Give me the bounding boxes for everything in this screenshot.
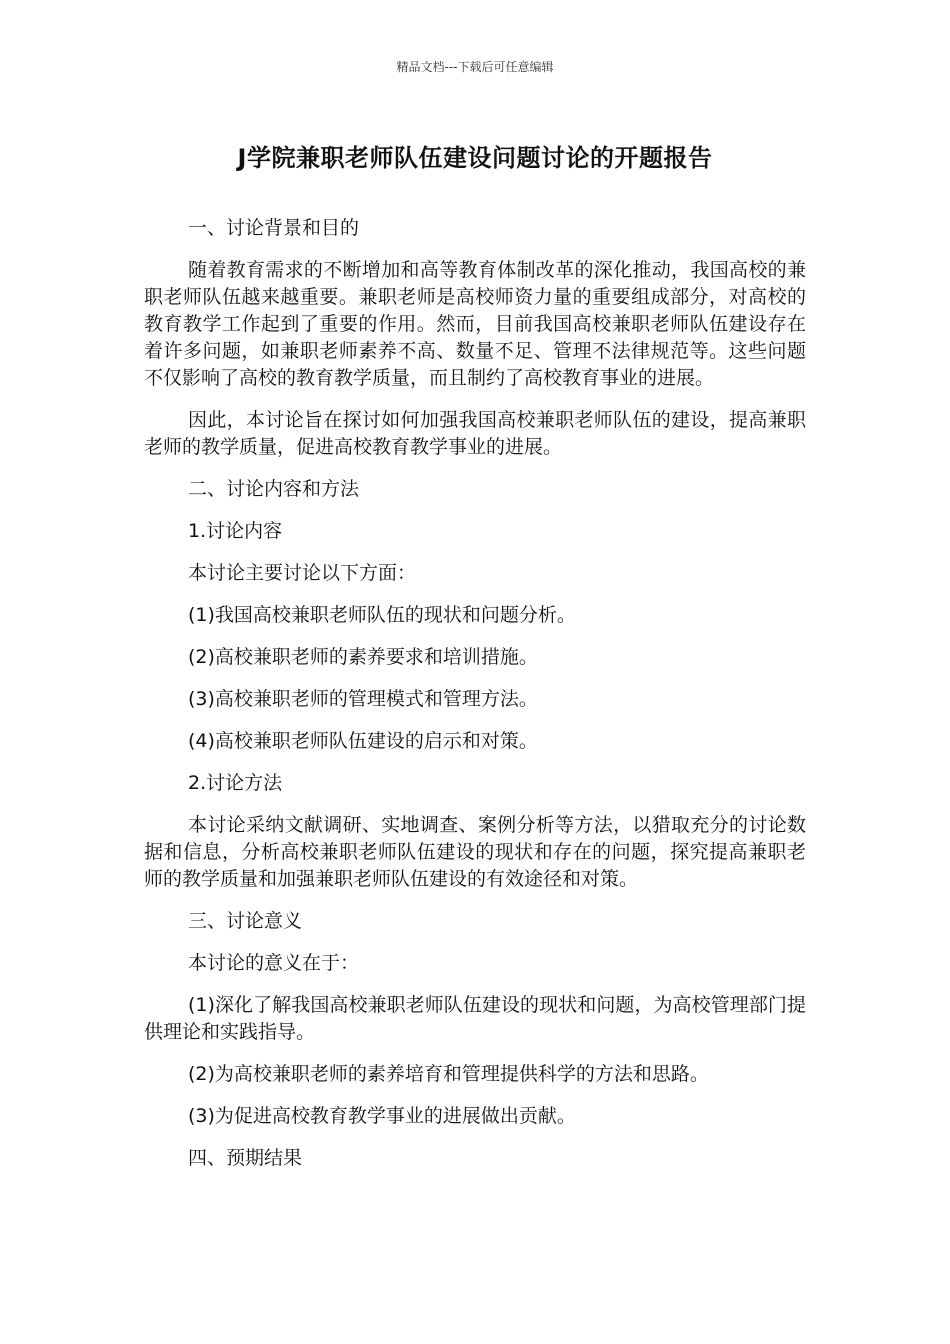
document-body [144, 215, 806, 1187]
page-header: 精品文档---下载后可任意编辑 [396, 60, 554, 74]
paragraph-method: 本讨论采纳文献调研、实地调查、案例分析等方法，以猎取充分的讨论数据和信息，分析高校兼职老师队伍建设的现状和存在的问题，探究提高兼职老师的教学质量和加强兼职老师队伍建设的有效途径和对策。 [144, 814, 806, 890]
section-heading-expected-results: 四、预期结果 [188, 1147, 303, 1169]
list-item-significance-3: (3)为促进高校教育教学事业的进展做出贡献。 [188, 1105, 576, 1127]
section-heading-content-method: 二、讨论内容和方法 [188, 478, 360, 500]
section-heading-background: 一、讨论背景和目的 [188, 217, 360, 239]
list-item-significance-1: (1)深化了解我国高校兼职老师队伍建设的现状和问题，为高校管理部门提供理论和实践指导。 [144, 994, 806, 1043]
list-item-significance-2: (2)为高校兼职老师的素养培育和管理提供科学的方法和思路。 [188, 1063, 709, 1085]
paragraph-significance-intro: 本讨论的意义在于： [188, 952, 360, 974]
paragraph-content-intro: 本讨论主要讨论以下方面： [188, 562, 417, 584]
list-item-content-2: (2)高校兼职老师的素养要求和培训措施。 [188, 646, 538, 668]
subheading-content: 1.讨论内容 [188, 520, 283, 542]
section-heading-significance: 三、讨论意义 [188, 910, 303, 932]
list-item-content-3: (3)高校兼职老师的管理模式和管理方法。 [188, 688, 538, 710]
list-item-content-4: (4)高校兼职老师队伍建设的启示和对策。 [188, 730, 538, 752]
paragraph-purpose: 因此，本讨论旨在探讨如何加强我国高校兼职老师队伍的建设，提高兼职老师的教学质量，促进高校教育教学事业的进展。 [144, 409, 806, 458]
paragraph-background: 随着教育需求的不断增加和高等教育体制改革的深化推动，我国高校的兼职老师队伍越来越重要。兼职老师是高校师资力量的重要组成部分，对高校的教育教学工作起到了重要的作用。然而，目前我国高校兼职老师队伍建设存在着许多问题，如兼职老师素养不高、数量不足、管理不法律规范等。这些问题不仅影响了高校的教育教学质量，而且制约了高校教育事业的进展。 [144, 259, 806, 389]
list-item-content-1: (1)我国高校兼职老师队伍的现状和问题分析。 [188, 604, 576, 626]
subheading-method: 2.讨论方法 [188, 772, 283, 794]
document-title: J学院兼职老师队伍建设问题讨论的开题报告 [237, 144, 713, 172]
